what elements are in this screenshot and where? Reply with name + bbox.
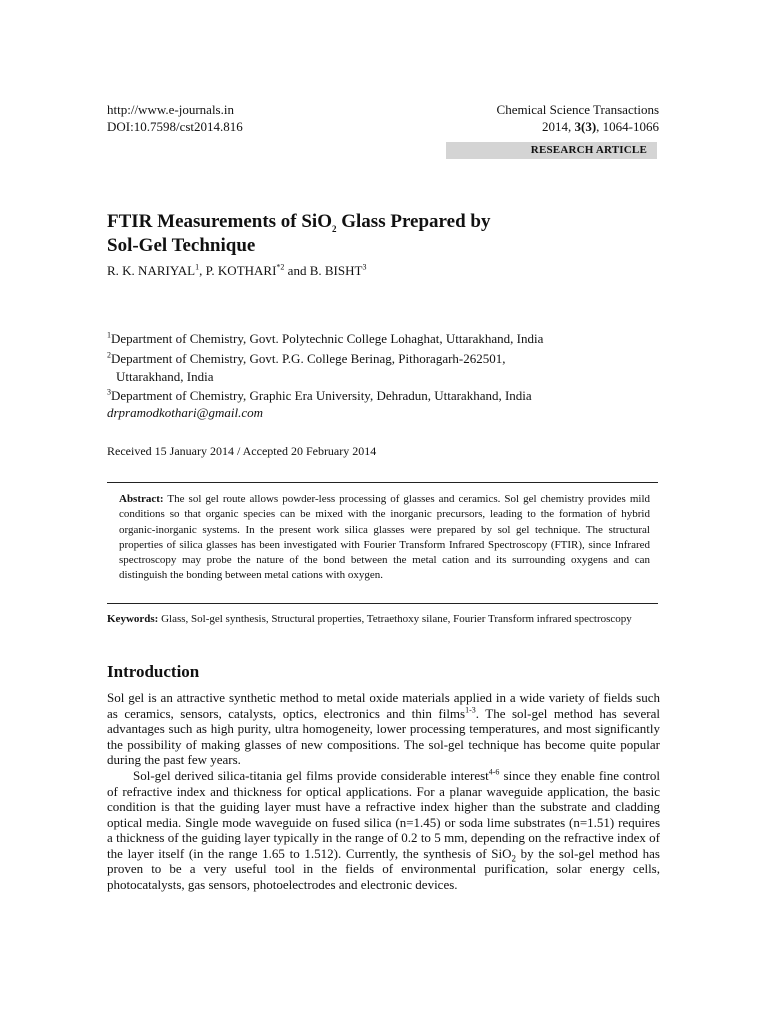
corresponding-email-link[interactable]: drpramodkothari@gmail.com (107, 405, 264, 420)
affiliation-marker: 1 (107, 330, 111, 340)
affiliation-3 (107, 387, 667, 405)
article-type-badge: RESEARCH ARTICLE (446, 142, 657, 159)
citation-line (400, 118, 659, 135)
author-affiliation-marker: 3 (362, 262, 367, 272)
section-heading-introduction: Introduction (107, 662, 200, 681)
citation-reference: 1-3 (465, 705, 476, 715)
title-part: Glass Prepared by (336, 211, 491, 232)
citation-volume: 3 (574, 119, 581, 134)
journal-header-left (107, 101, 243, 135)
author-separator: , (199, 263, 206, 278)
abstract-bottom-rule (107, 603, 658, 604)
abstract-label: Abstract: (119, 493, 164, 505)
affiliation-text: Department of Chemistry, Govt. Polytechnic College Lohaghat, Uttarakhand, India (111, 331, 544, 346)
citation-pages: , 1064-1066 (596, 119, 659, 134)
affiliation-1 (107, 330, 667, 348)
abstract-text: The sol gel route allows powder-less processing of glasses and ceramics. Sol gel chemistry provides mild conditions so that organic species can be mixed with the inorganic precursors, leading to the formation of hybrid organic-inorganic systems. In the present work silica glasses were prepared by sol gel technique. The structural properties of silica glasses has been investigated with Fourier Transform Infrared Spectroscopy (FTIR), since Infrared spectroscopy may probe the nature of the bond between the metal cation and its surrounding oxygens and can distinguish the bonding between metal cations with oxygen. (119, 493, 650, 582)
title-subscript: 2 (332, 223, 337, 234)
author-name: P. KOTHARI (205, 263, 277, 278)
affiliation-text: Department of Chemistry, Govt. P.G. College Berinag, Pithoragarh-262501, (111, 351, 506, 366)
citation-year: 2014, (541, 119, 575, 134)
affiliation-2 (107, 350, 667, 386)
citation-reference: 4-6 (488, 767, 500, 777)
journal-url-link[interactable]: http://www.e-journals.in (107, 102, 234, 117)
paragraph-text: Sol gel is an attractive synthetic method to metal oxide materials applied in a wide variety of fields such as ceramics, sensors, catalysts, optics, electronics and thin films (107, 690, 660, 721)
affiliation-text: Department of Chemistry, Graphic Era University, Dehradun, Uttarakhand, India (111, 388, 532, 403)
paragraph-text: by the sol-gel method has proven to be a very useful tool in the fields of environmental purification, solar energy cells, photocatalysts, gas sensors, photoelectrodes and electronic devices. (107, 845, 660, 892)
author-affiliation-marker: 1 (195, 262, 200, 272)
keywords (107, 612, 660, 627)
received-dates: Received 15 January 2014 / Accepted 20 February 2014 (107, 444, 377, 458)
journal-name: Chemical Science Transactions (496, 102, 659, 117)
affiliation-marker: 3 (107, 387, 111, 397)
abstract (119, 492, 650, 584)
author-name: R. K. NARIYAL (107, 263, 196, 278)
author-affiliation-marker: *2 (276, 262, 285, 272)
affiliation-marker: 2 (107, 350, 111, 360)
intro-paragraph-1 (107, 690, 660, 768)
journal-header-right (400, 101, 659, 135)
doi-text: DOI:10.7598/cst2014.816 (107, 119, 243, 134)
title-line-2: Sol-Gel Technique (107, 235, 256, 256)
author-name: B. BISHT (309, 263, 363, 278)
citation-issue: (3) (580, 119, 597, 134)
author-list (107, 262, 667, 279)
chemical-subscript: 2 (511, 853, 516, 864)
paper-title (107, 210, 667, 258)
affiliation-text: Uttarakhand, India (116, 369, 214, 384)
intro-paragraph-2 (107, 768, 660, 892)
author-separator: and (284, 263, 310, 278)
keywords-label: Keywords: (107, 613, 159, 625)
paragraph-text: Sol-gel derived silica-titania gel films provide considerable interest (133, 768, 489, 783)
paragraph-text: since they enable fine control of refractive index and thickness for optical applications. For a planar waveguide application, the basic condition is that the guiding layer must have a refractive index higher than the substrate and cladding optical media. Single mode waveguide on fused silica (n=1.45) or soda lime substrates (n=1.51) requires a thickness of the guiding layer typically in the range of 0.2 to 5 mm, depending on the refractive index of the layer itself (in the range 1.65 to 1.512). Currently, the synthesis of SiO (107, 768, 660, 861)
title-part: FTIR Measurements of SiO (107, 211, 332, 232)
abstract-top-rule (107, 482, 658, 483)
paragraph-text: . The sol-gel method has several advantages such as high purity, ultra homogeneity, lower processing temperatures, and most significantly the possibility of making glasses of new compositions. The sol-gel technique has become quite popular during the past few years. (107, 705, 660, 767)
keywords-text: Glass, Sol-gel synthesis, Structural properties, Tetraethoxy silane, Fourier Transform infrared spectroscopy (158, 613, 632, 625)
